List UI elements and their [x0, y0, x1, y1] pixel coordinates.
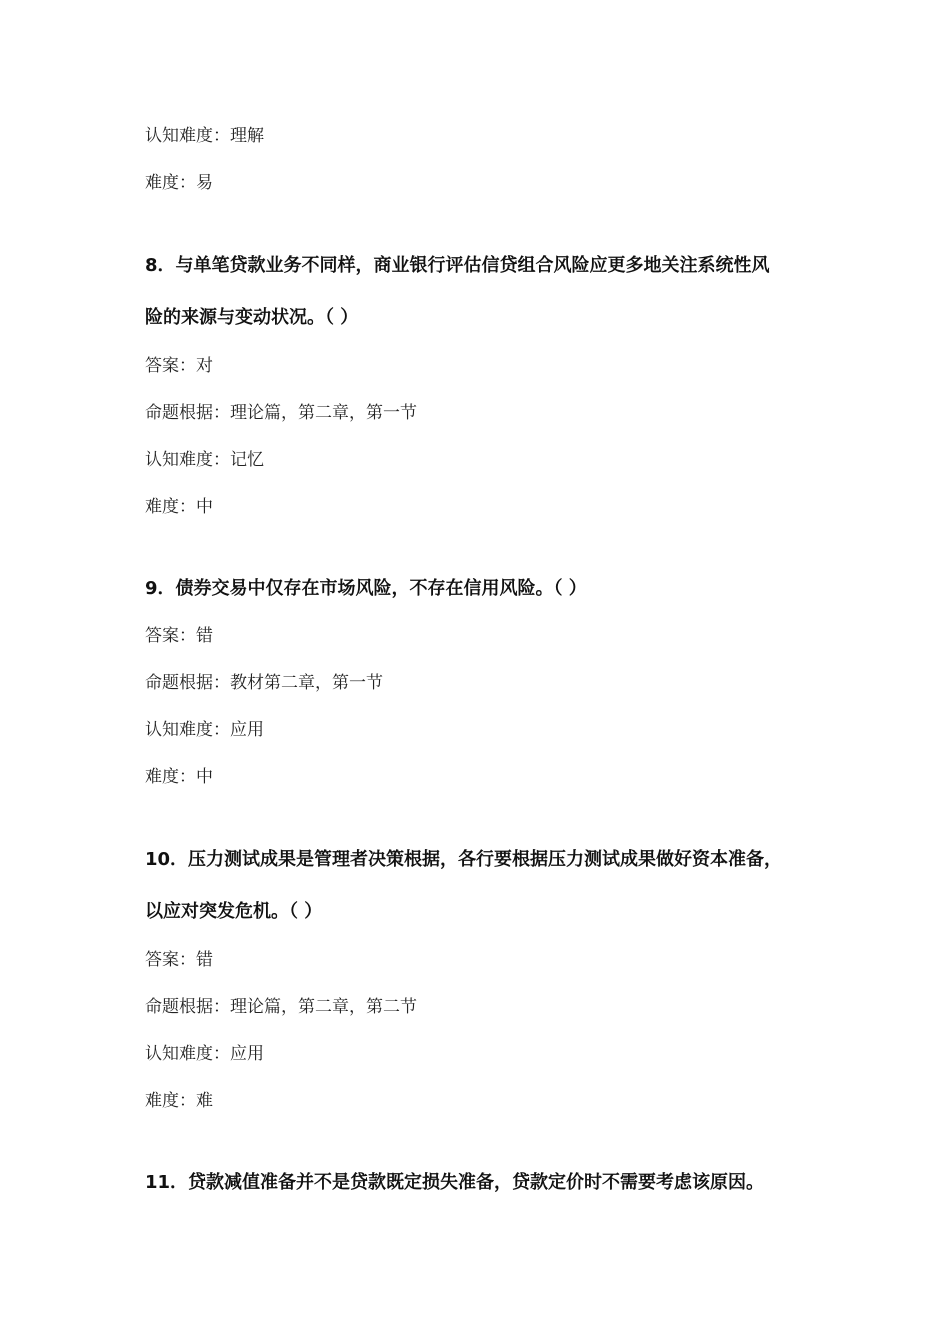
question-9-basis: 命题根据：教材第二章，第一节: [145, 673, 383, 693]
question-10-answer: 答案：错: [145, 950, 213, 970]
question-8-basis: 命题根据：理论篇，第二章，第一节: [145, 403, 417, 423]
question-10-basis: 命题根据：理论篇，第二章，第二节: [145, 997, 417, 1017]
question-11-text: 11．贷款减值准备并不是贷款既定损失准备，贷款定价时不需要考虑该原因。: [145, 1172, 765, 1193]
question-10-text-line-1: 10．压力测试成果是管理者决策根据，各行要根据压力测试成果做好资本准备，: [145, 849, 783, 870]
question-8-text-line-2: 险的来源与变动状况。（ ）: [145, 307, 359, 328]
question-9-cognitive-level: 认知难度：应用: [145, 720, 264, 740]
question-10-cognitive-level: 认知难度：应用: [145, 1044, 264, 1064]
question-9-difficulty: 难度：中: [145, 767, 213, 787]
question-9-answer: 答案：错: [145, 626, 213, 646]
question-8-text-line-1: 8．与单笔贷款业务不同样，商业银行评估信贷组合风险应更多地关注系统性风: [145, 255, 770, 276]
question-9-text: 9．债券交易中仅存在市场风险，不存在信用风险。（ ）: [145, 578, 587, 599]
question-8-cognitive-level: 认知难度：记忆: [145, 450, 264, 470]
question-10-text-line-2: 以应对突发危机。（ ）: [145, 901, 323, 922]
question-8-difficulty: 难度：中: [145, 497, 213, 517]
difficulty-level: 难度：易: [145, 173, 213, 193]
cognitive-level: 认知难度：理解: [145, 126, 264, 146]
question-10-difficulty: 难度：难: [145, 1091, 213, 1111]
question-8-answer: 答案：对: [145, 356, 213, 376]
